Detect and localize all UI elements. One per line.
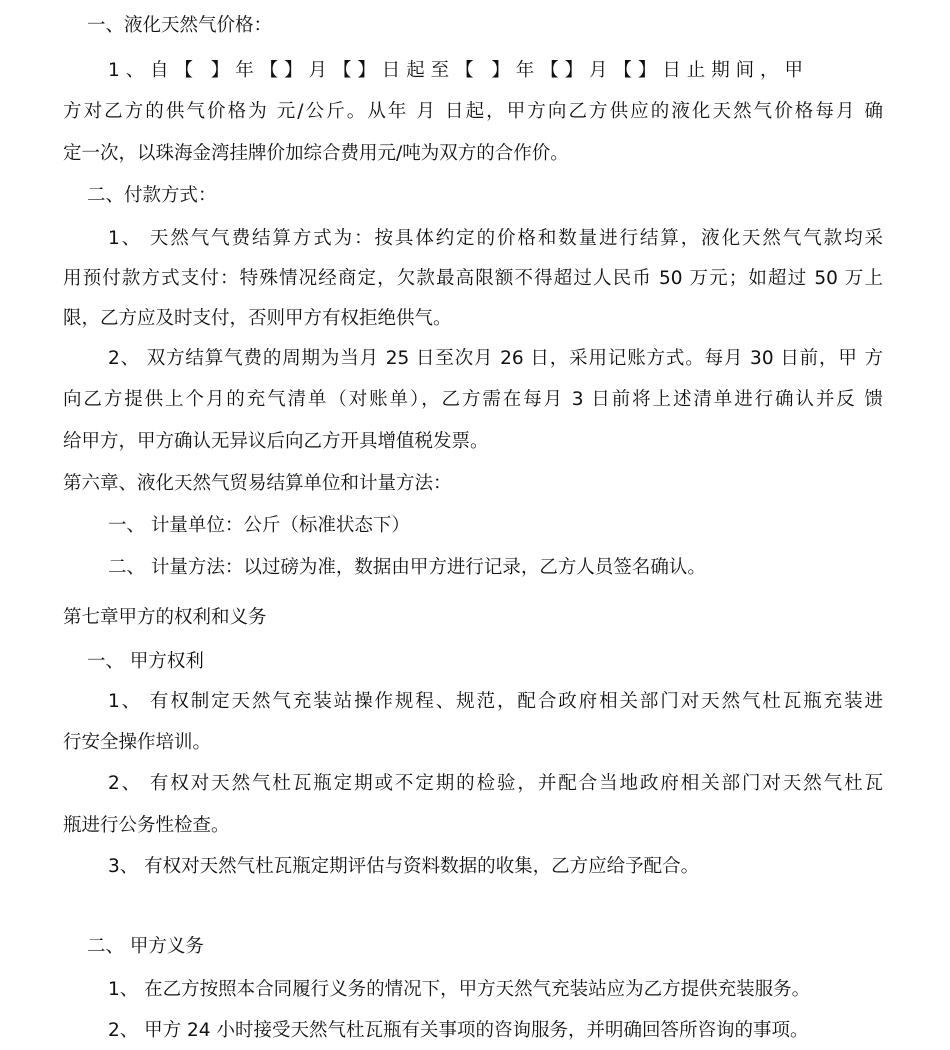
chapter-6-item-2: 二、 计量方法：以过磅为准，数据由甲方进行记录，乙方人员签名确认。 [108,557,706,578]
paragraph-rights-2-line-1: 2、 有权对天然气杜瓦瓶定期或不定期的检验，并配合当地政府相关部门对天然气杜瓦 [108,773,883,794]
paragraph-payment-2-line-1: 2、 双方结算气费的周期为当月 25 日至次月 26 日，采用记账方式。每月 30 日前，甲 方 [108,348,883,369]
paragraph-payment-1-line-3: 限，乙方应及时支付，否则甲方有权拒绝供气。 [63,308,452,329]
paragraph-price-line-1: 1、自【 】年【】月【】日起至【 】年【】月【】日止期间，甲 [108,60,803,81]
paragraph-payment-2-line-3: 给甲方，甲方确认无异议后向乙方开具增值税发票。 [63,431,489,452]
paragraph-price-line-2: 方对乙方的供气价格为 元/公斤。从年 月 日起，甲方向乙方供应的液化天然气价格每月 确 [63,101,883,122]
chapter-heading-7: 第七章甲方的权利和义务 [63,607,267,628]
paragraph-payment-1-line-2: 用预付款方式支付：特殊情况经商定，欠款最高限额不得超过人民币 50 万元；如超过 50 万上 [63,268,883,289]
paragraph-duties-2: 2、 甲方 24 小时接受天然气杜瓦瓶有关事项的咨询服务，并明确回答所咨询的事项。 [108,1020,809,1041]
paragraph-price-line-3: 定一次，以珠海金湾挂牌价加综合费用元/吨为双方的合作价。 [63,143,569,164]
subsection-heading-rights: 一、 甲方权利 [87,651,204,672]
paragraph-rights-1-line-2: 行安全操作培训。 [63,732,212,753]
section-heading-price: 一、液化天然气价格： [87,15,273,36]
section-heading-payment: 二、付款方式： [87,185,217,206]
paragraph-duties-1: 1、 在乙方按照本合同履行义务的情况下，甲方天然气充装站应为乙方提供充装服务。 [108,979,811,1000]
paragraph-rights-3: 3、 有权对天然气杜瓦瓶定期评估与资料数据的收集，乙方应给予配合。 [108,856,700,877]
subsection-heading-duties: 二、 甲方义务 [87,936,204,957]
paragraph-payment-1-line-1: 1、 天然气气费结算方式为：按具体约定的价格和数量进行结算，液化天然气气款均采 [108,228,883,249]
paragraph-payment-2-line-2: 向乙方提供上个月的充气清单（对账单），乙方需在每月 3 日前将上述清单进行确认并反 馈 [63,389,883,410]
chapter-heading-6: 第六章、液化天然气贸易结算单位和计量方法： [63,473,452,494]
paragraph-rights-1-line-1: 1、 有权制定天然气充装站操作规程、规范，配合政府相关部门对天然气杜瓦瓶充装进 [108,691,883,712]
chapter-6-item-1: 一、 计量单位：公斤（标准状态下） [108,515,410,536]
paragraph-rights-2-line-2: 瓶进行公务性检查。 [63,815,230,836]
